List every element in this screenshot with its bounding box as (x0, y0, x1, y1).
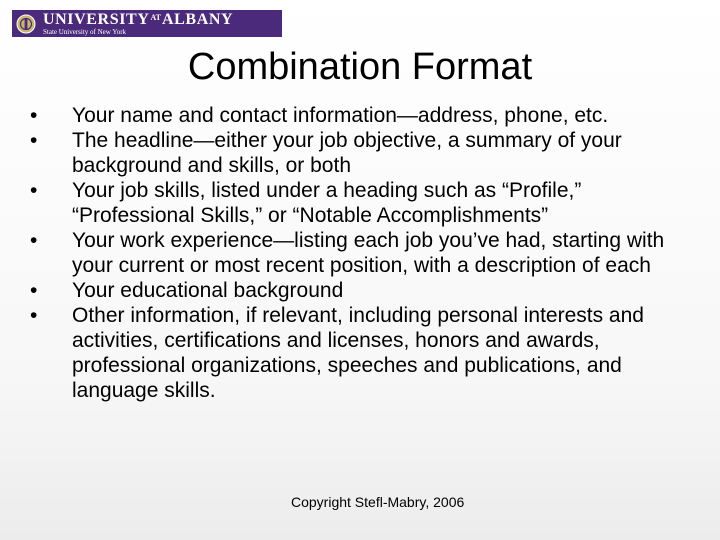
bullet-text: Other information, if relevant, including personal interests and activities, certifications and licenses, honors and awards, professional organizations, speeches and publications, and language skills. (72, 304, 644, 402)
bullet-icon: • (30, 229, 38, 252)
logo-university: UNIVERSITY (43, 10, 150, 28)
university-logo (12, 10, 282, 37)
list-item (30, 278, 700, 303)
bullet-icon: • (30, 104, 38, 127)
university-seal-icon (15, 13, 37, 35)
slide-title: Combination Format (187, 46, 533, 88)
bullet-icon: • (30, 304, 38, 327)
bullet-icon: • (30, 179, 38, 202)
bullet-icon: • (30, 129, 38, 152)
list-item (30, 228, 700, 278)
logo-subtitle: State University of New York (43, 27, 127, 36)
logo-wordmark (43, 12, 233, 36)
bullet-text: Your work experience—listing each job you’ve had, starting with your current or most recent position, with a description of each (72, 229, 665, 277)
list-item (30, 178, 700, 228)
bullet-text: Your name and contact information—address, phone, etc. (72, 104, 609, 127)
bullet-icon: • (30, 279, 38, 302)
bullet-text: Your educational background (72, 279, 344, 302)
bullet-text: The headline—either your job objective, a summary of your background and skills, or both (72, 129, 622, 177)
list-item (30, 103, 700, 128)
list-item (30, 303, 700, 403)
logo-albany: ALBANY (162, 10, 234, 28)
logo-main-text (43, 12, 233, 28)
logo-at: AT (150, 12, 161, 22)
bullet-list (30, 103, 700, 403)
copyright-footer: Copyright Stefl-Mabry, 2006 (291, 494, 465, 510)
list-item (30, 128, 700, 178)
bullet-text: Your job skills, listed under a heading such as “Profile,” “Professional Skills,” or “Notable Accomplishments” (72, 179, 582, 227)
